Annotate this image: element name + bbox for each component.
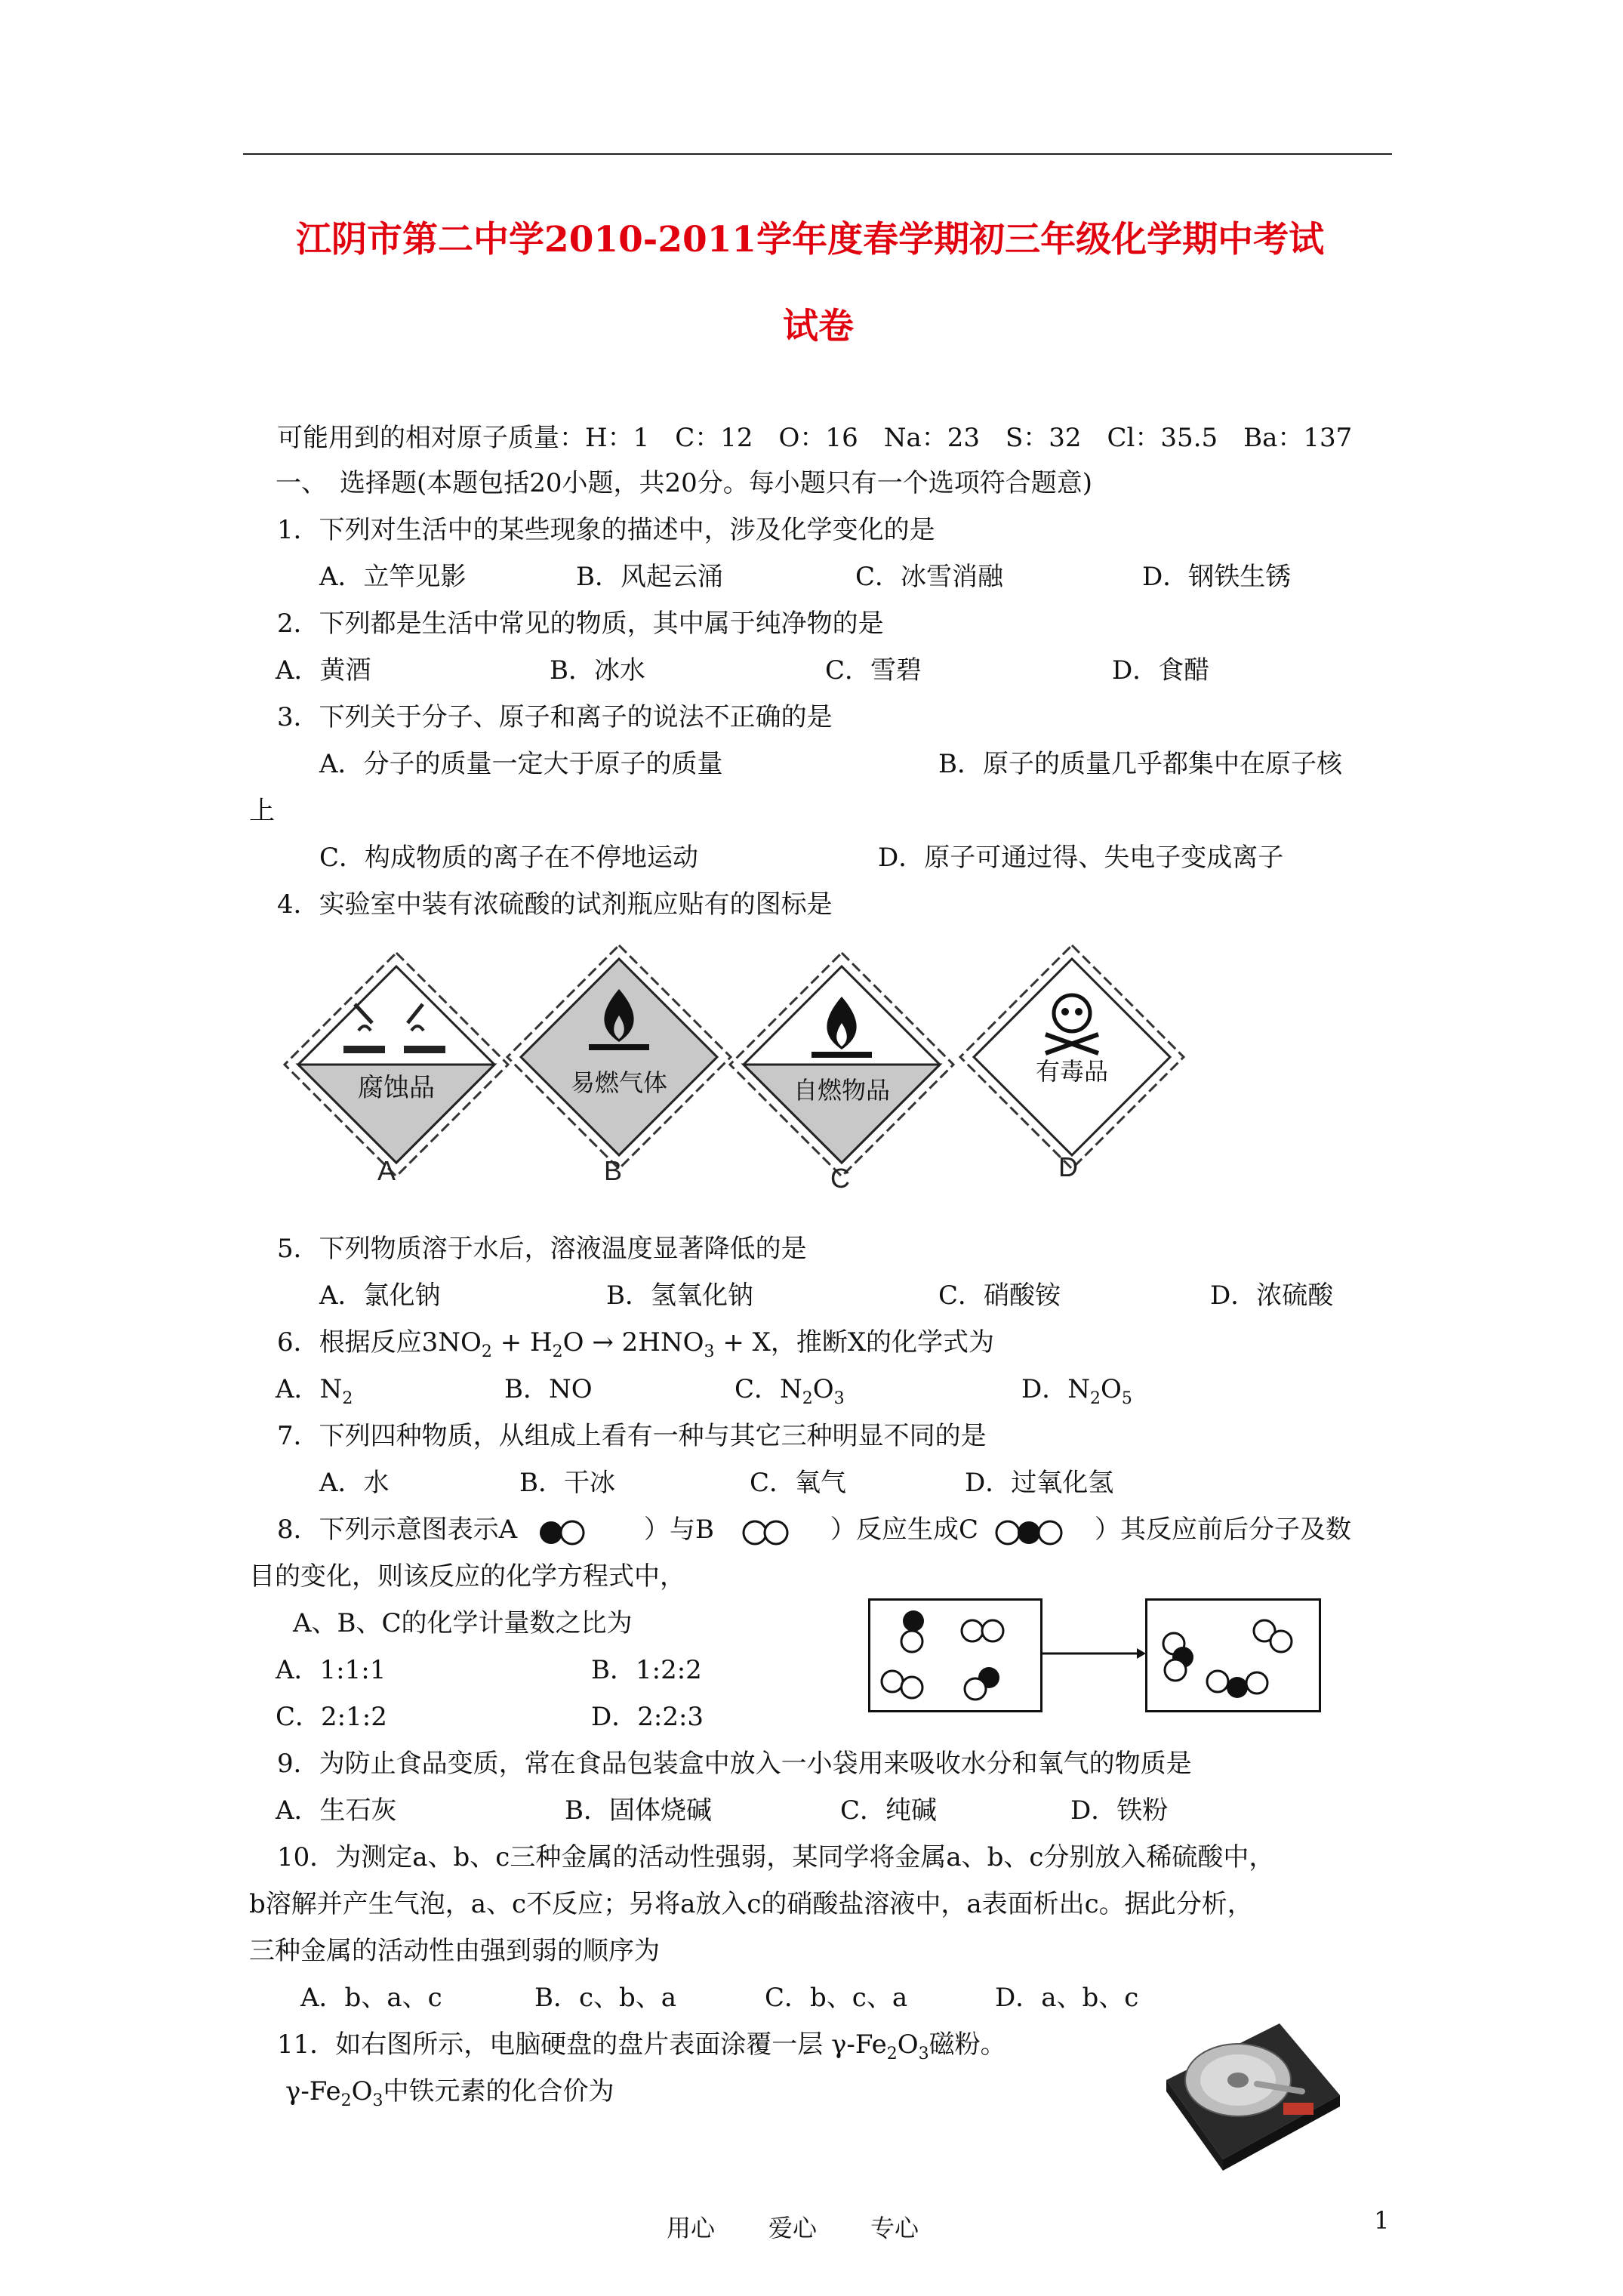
q7-option-a: A．水 — [319, 1468, 390, 1498]
footer-word-2: 爱心 — [768, 2214, 818, 2242]
sign-a-label: 腐蚀品 — [358, 1074, 435, 1102]
footer-word-1: 用心 — [667, 2214, 716, 2242]
q6-option-c: C．$N_2O_3$ — [735, 1374, 845, 1408]
question-9: 9．为防止食品变质，常在食品包装盒中放入一小袋用来吸收水分和氧气的物质是 — [277, 1749, 1192, 1779]
question-2: 2．下列都是生活中常见的物质，其中属于纯净物的是 — [277, 609, 884, 639]
q7-option-c: C．氧气 — [750, 1468, 847, 1498]
q8-option-c: C．2:1:2 — [276, 1702, 387, 1732]
question-1: 1．下列对生活中的某些现象的描述中，涉及化学变化的是 — [277, 515, 935, 545]
question-6: 6．根据反应$3NO_2 + H_2O \to 2HNO_3 + X$，推断X的化学式为 — [277, 1327, 995, 1361]
question-8-b: ）与B — [644, 1515, 714, 1545]
question-8-line2: 目的变化，则该反应的化学方程式中， — [249, 1561, 685, 1592]
hard-disk-drive-icon — [1151, 2008, 1347, 2174]
q2-option-c: C．雪碧 — [825, 655, 922, 686]
sign-d-letter: D — [1058, 1151, 1078, 1182]
question-10-line3: 三种金属的活动性由强到弱的顺序为 — [249, 1936, 660, 1966]
q5-option-c: C．硝酸铵 — [938, 1281, 1061, 1311]
footer-word-3: 专心 — [870, 2214, 919, 2242]
hazard-sign-b — [506, 944, 732, 1170]
question-3: 3．下列关于分子、原子和离子的说法不正确的是 — [277, 702, 833, 732]
reaction-after-molecules — [1145, 1598, 1319, 1712]
q8-option-a: A．1:1:1 — [276, 1655, 387, 1685]
q9-option-b: B．固体烧碱 — [565, 1795, 712, 1826]
q5-option-d: D．浓硫酸 — [1210, 1281, 1334, 1311]
q8-option-b: B．1:2:2 — [591, 1655, 702, 1685]
question-8-line3: A、B、C的化学计量数之比为 — [293, 1608, 633, 1638]
section-heading: 一、 选择题(本题包括20小题，共20分。每小题只有一个选项符合题意) — [276, 468, 1093, 498]
q9-option-d: D．铁粉 — [1070, 1795, 1169, 1826]
q3-option-d: D．原子可通过得、失电子变成离子 — [878, 843, 1284, 873]
header-rule — [243, 153, 1392, 155]
hazard-sign-a — [283, 951, 510, 1178]
hazard-sign-c — [728, 951, 955, 1178]
sign-b-label: 易燃气体 — [570, 1069, 668, 1096]
reaction-before-molecules — [868, 1598, 1042, 1712]
page-title: 江阴市第二中学2010-2011学年度春学期初三年级化学期中考试 — [296, 219, 1325, 260]
question-10-line1: 10．为测定a、b、c三种金属的活动性强弱，某同学将金属a、b、c分别放入稀硫酸中， — [277, 1842, 1275, 1872]
q6-option-b: B．NO — [504, 1374, 593, 1404]
question-11-line2: $\gamma-Fe_2O_3$中铁元素的化合价为 — [285, 2076, 614, 2110]
question-4: 4．实验室中装有浓硫酸的试剂瓶应贴有的图标是 — [277, 889, 833, 920]
q3-option-b: B．原子的质量几乎都集中在原子核 — [938, 749, 1342, 779]
q6-option-a: A．$N_2$ — [276, 1374, 353, 1408]
q2-option-a: A．黄酒 — [276, 655, 371, 686]
q1-option-c: C．冰雪消融 — [855, 562, 1004, 592]
q10-option-b: B．c、b、a — [534, 1983, 677, 2013]
q2-option-d: D．食醋 — [1112, 655, 1210, 686]
molecule-a-icon — [534, 1518, 602, 1548]
q6-option-d: D．$N_2O_5$ — [1021, 1374, 1132, 1408]
question-11-line1: 11．如右图所示，电脑硬盘的盘片表面涂覆一层 $\gamma-Fe_2O_3$磁粉。 — [277, 2029, 1006, 2063]
sign-b-letter: B — [604, 1155, 623, 1186]
sign-c-letter: C — [830, 1163, 850, 1194]
q10-option-c: C．b、c、a — [765, 1983, 908, 2013]
q10-option-d: D．a、b、c — [995, 1983, 1139, 2013]
question-10-line2: b溶解并产生气泡，a、c不反应；另将a放入c的硝酸盐溶液中，a表面析出c。据此分析， — [249, 1889, 1253, 1919]
q9-option-c: C．纯碱 — [840, 1795, 938, 1826]
question-7: 7．下列四种物质，从组成上看有一种与其它三种明显不同的是 — [277, 1421, 987, 1451]
molecule-b-icon — [738, 1518, 799, 1548]
q3-option-a: A．分子的质量一定大于原子的质量 — [319, 749, 723, 779]
q1-option-b: B．风起云涌 — [576, 562, 723, 592]
question-8-a: 8．下列示意图表示A — [277, 1515, 518, 1545]
page-number: 1 — [1374, 2206, 1390, 2235]
q10-option-a: A．b、a、c — [300, 1983, 442, 2013]
sign-c-label: 自燃物品 — [793, 1077, 891, 1104]
q2-option-b: B．冰水 — [550, 655, 645, 686]
q3-option-c: C．构成物质的离子在不停地运动 — [319, 843, 699, 873]
question-8-d: ）其反应前后分子及数 — [1095, 1515, 1351, 1545]
reaction-arrow-icon — [1040, 1646, 1146, 1661]
molecule-c-icon — [993, 1518, 1076, 1548]
sign-d-label: 有毒品 — [1035, 1058, 1109, 1085]
q3-option-b-wrap: 上 — [249, 796, 275, 826]
q1-option-a: A．立竿见影 — [319, 562, 467, 592]
question-8-c: ）反应生成C — [830, 1515, 979, 1545]
q5-option-a: A．氯化钠 — [319, 1281, 441, 1311]
q1-option-d: D．钢铁生锈 — [1142, 562, 1292, 592]
q7-option-b: B．干冰 — [519, 1468, 615, 1498]
sign-a-letter: A — [377, 1155, 396, 1186]
q9-option-a: A．生石灰 — [276, 1795, 397, 1826]
hazard-sign-d — [959, 944, 1185, 1170]
q5-option-b: B．氢氧化钠 — [606, 1281, 753, 1311]
question-5: 5．下列物质溶于水后，溶液温度显著降低的是 — [277, 1234, 807, 1264]
q8-option-d: D．2:2:3 — [591, 1702, 704, 1732]
atomic-masses: 可能用到的相对原子质量：H：1 C：12 O：16 Na：23 S：32 Cl：35.5 Ba：137 — [277, 423, 1353, 453]
page-title-line2: 试卷 — [783, 306, 854, 347]
q7-option-d: D．过氧化氢 — [965, 1468, 1114, 1498]
